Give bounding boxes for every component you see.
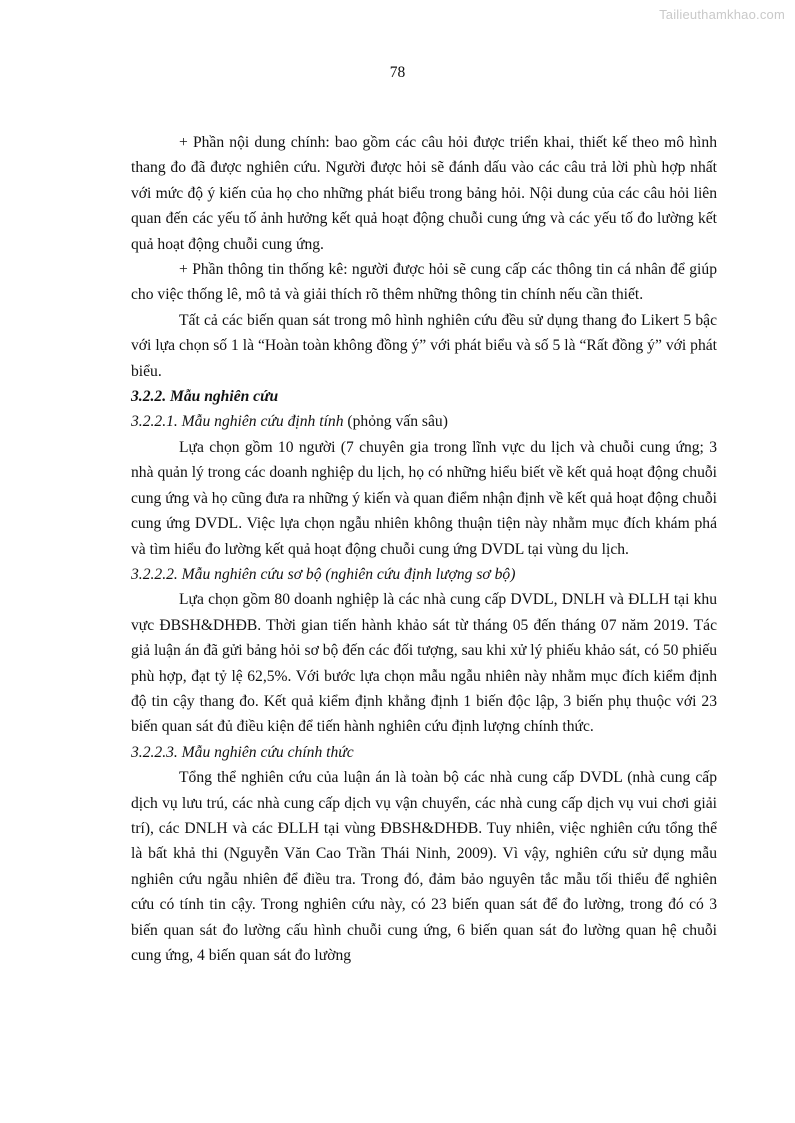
- page-body: [131, 130, 717, 968]
- paragraph-official-sample: Tổng thể nghiên cứu của luận án là toàn bộ các nhà cung cấp DVDL (nhà cung cấp dịch vụ lưu trú, các nhà cung cấp dịch vụ vận chuyển, các nhà cung cấp dịch vụ vui chơi giải trí), các DNLH và các ĐLLH tại vùng ĐBSH&DHĐB. Tuy nhiên, việc nghiên cứu tổng thể là bất khả thi (Nguyễn Văn Cao Trần Thái Ninh, 2009). Vì vậy, nghiên cứu sử dụng mẫu nghiên cứu ngẫu nhiên để điều tra. Trong đó, đảm bảo nguyên tắc mẫu tối thiểu để nghiên cứu có tính tin cậy. Trong nghiên cứu này, có 23 biến quan sát để đo lường, trong đó có 3 biến quan sát đo lường cấu hình chuỗi cung ứng, 6 biến quan sát đo lường quan hệ chuỗi cung ứng, 4 biến quan sát đo lường: [131, 769, 717, 964]
- page-number: 78: [389, 64, 406, 81]
- subsection-heading-3-2-2-3: 3.2.2.3. Mẫu nghiên cứu chính thức: [131, 743, 354, 761]
- subsection-heading-3-2-2-1: [131, 409, 717, 434]
- subsection-heading-3-2-2-2: 3.2.2.2. Mẫu nghiên cứu sơ bộ (nghiên cứu định lượng sơ bộ): [131, 565, 516, 583]
- paragraph-preliminary-sample: Lựa chọn gồm 80 doanh nghiệp là các nhà cung cấp DVDL, DNLH và ĐLLH tại khu vực ĐBSH&DHĐB. Thời gian tiến hành khảo sát từ tháng 05 đến tháng 07 năm 2019. Tác giả luận án đã gửi bảng hỏi sơ bộ đến các đối tượng, sau khi xử lý phiếu khảo sát, có 50 phiếu phù hợp, đạt tỷ lệ 62,5%. Với bước lựa chọn mẫu ngẫu nhiên này nhằm mục đích kiểm định độ tin cậy thang đo. Kết quả kiểm định khẳng định 1 biến độc lập, 3 biến phụ thuộc với 23 biến quan sát đủ điều kiện để tiến hành nghiên cứu định lượng chính thức.: [131, 591, 717, 736]
- subsection-heading-3-2-2-1-note: (phỏng vấn sâu): [343, 413, 448, 431]
- section-heading-3-2-2: 3.2.2. Mẫu nghiên cứu: [131, 388, 279, 406]
- paragraph-likert-scale: Tất cả các biến quan sát trong mô hình nghiên cứu đều sử dụng thang đo Likert 5 bậc với lựa chọn số 1 là “Hoàn toàn không đồng ý” với phát biểu và số 5 là “Rất đồng ý” với phát biểu.: [131, 311, 717, 380]
- paragraph-statistics-info: + Phần thông tin thống kê: người được hỏi sẽ cung cấp các thông tin cá nhân để giúp cho việc thống lê, mô tả và giải thích rõ thêm những thông tin chính nếu cần thiết.: [131, 261, 717, 304]
- paragraph-qualitative-sample: Lựa chọn gồm 10 người (7 chuyên gia trong lĩnh vực du lịch và chuỗi cung ứng; 3 nhà quản lý trong các doanh nghiệp du lịch, họ có những hiểu biết về kết quả hoạt động chuỗi cung ứng và họ cũng đưa ra những ý kiến và quan điểm nhận định về kết quả hoạt động chuỗi cung ứng DVDL. Việc lựa chọn ngẫu nhiên không thuận tiện này nhằm mục đích khám phá và tìm hiểu đo lường kết quả hoạt động chuỗi cung ứng DVDL tại vùng du lịch.: [131, 438, 717, 558]
- subsection-heading-3-2-2-1-title: 3.2.2.1. Mẫu nghiên cứu định tính: [131, 413, 344, 431]
- paragraph-main-content: + Phần nội dung chính: bao gồm các câu hỏi được triển khai, thiết kế theo mô hình thang đo đã được nghiên cứu. Người được hỏi sẽ đánh dấu vào các câu trả lời phù hợp nhất với mức độ ý kiến của họ cho những phát biểu trong bảng hỏi. Nội dung của các câu hỏi liên quan đến các yếu tố ảnh hưởng kết quả hoạt động chuỗi cung ứng và các yếu tố đo lường kết quả hoạt động chuỗi cung ứng.: [131, 134, 717, 253]
- watermark: Tailieuthamkhao.com: [659, 7, 785, 22]
